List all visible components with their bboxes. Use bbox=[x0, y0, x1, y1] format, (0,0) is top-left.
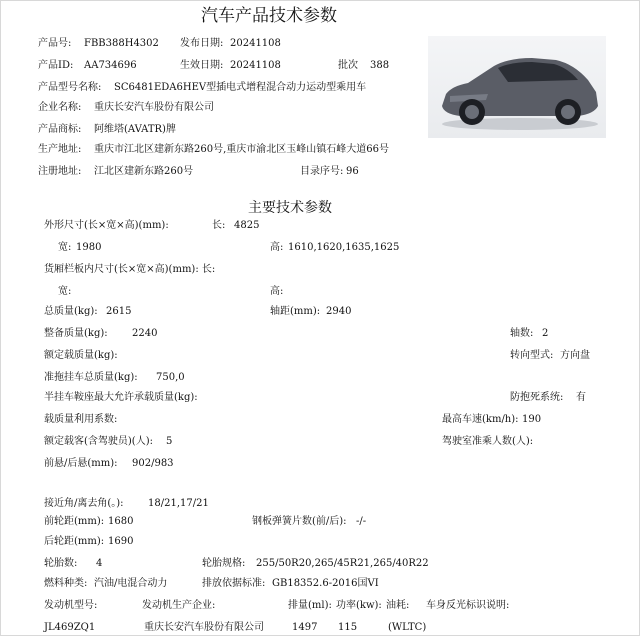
front-track-value: 1680 bbox=[108, 516, 134, 527]
leaf-spring-value: -/- bbox=[356, 516, 367, 527]
axles-label: 轴数: bbox=[510, 328, 534, 339]
width-label: 宽: bbox=[58, 242, 72, 253]
rated-load-label: 额定载质量(kg): bbox=[44, 350, 118, 361]
cargo-width-label: 宽: bbox=[58, 286, 72, 297]
production-address-label: 生产地址: bbox=[38, 144, 82, 155]
effective-date-value: 20241108 bbox=[230, 60, 281, 71]
catalog-no-value: 96 bbox=[346, 166, 359, 177]
dims-label: 外形尺寸(长×宽×高)(mm): bbox=[44, 220, 169, 231]
product-id-value: AA734696 bbox=[84, 60, 137, 71]
car-icon bbox=[428, 36, 606, 138]
registered-address-label: 注册地址: bbox=[38, 166, 82, 177]
approach-value: 18/21,17/21 bbox=[148, 498, 209, 509]
leaf-spring-label: 钢板弹簧片数(前/后): bbox=[252, 516, 347, 527]
product-no-value: FBB388H4302 bbox=[84, 38, 159, 49]
fuel-cycle-value: (WLTC) bbox=[388, 622, 427, 633]
length-value: 4825 bbox=[234, 220, 260, 231]
effective-date-label: 生效日期: bbox=[180, 60, 224, 71]
model-label: 产品型号名称: bbox=[38, 82, 102, 93]
release-date-value: 20241108 bbox=[230, 38, 281, 49]
front-track-label: 前轮距(mm): bbox=[44, 516, 105, 527]
product-no-label: 产品号: bbox=[38, 38, 72, 49]
engine-model-value: JL469ZQ1 bbox=[44, 622, 96, 633]
abs-label: 防抱死系统: bbox=[510, 392, 564, 403]
tire-count-label: 轮胎数: bbox=[44, 558, 78, 569]
brand-value: 阿维塔(AVATR)牌 bbox=[94, 124, 176, 135]
document-title: 汽车产品技术参数 bbox=[201, 6, 337, 26]
steering-value: 方向盘 bbox=[560, 350, 590, 361]
wheelbase-label: 轴距(mm): bbox=[270, 306, 321, 317]
trailer-mass-label: 准拖挂车总质量(kg): bbox=[44, 372, 138, 383]
fuel-consumption-label: 油耗: bbox=[386, 600, 410, 611]
cab-passengers-label: 驾驶室准乘人数(人): bbox=[442, 436, 534, 447]
seats-value: 5 bbox=[166, 436, 173, 447]
engine-maker-value: 重庆长安汽车股份有限公司 bbox=[144, 622, 264, 633]
production-address-value: 重庆市江北区建新东路260号,重庆市渝北区玉峰山镇石峰大道66号 bbox=[94, 144, 389, 155]
registered-address-value: 江北区建新东路260号 bbox=[94, 166, 194, 177]
engine-model-label: 发动机型号: bbox=[44, 600, 98, 611]
height-label: 高: bbox=[270, 242, 284, 253]
fuel-label: 燃料种类: bbox=[44, 578, 88, 589]
model-value: SC6481EDA6HEV型插电式增程混合动力运动型乘用车 bbox=[114, 82, 367, 93]
company-value: 重庆长安汽车股份有限公司 bbox=[94, 102, 214, 113]
overhang-label: 前悬/后悬(mm): bbox=[44, 458, 118, 469]
company-label: 企业名称: bbox=[38, 102, 82, 113]
engine-maker-label: 发动机生产企业: bbox=[142, 600, 216, 611]
tire-count-value: 4 bbox=[96, 558, 103, 569]
curb-mass-label: 整备质量(kg): bbox=[44, 328, 108, 339]
length-label: 长: bbox=[212, 220, 226, 231]
height-value: 1610,1620,1635,1625 bbox=[288, 242, 400, 253]
overhang-value: 902/983 bbox=[132, 458, 174, 469]
saddle-load-label: 半挂车鞍座最大允许承载质量(kg): bbox=[44, 392, 198, 403]
product-id-label: 产品ID: bbox=[38, 60, 74, 71]
load-utilization-label: 载质量利用系数: bbox=[44, 414, 118, 425]
seats-label: 额定载客(含驾驶员)(人): bbox=[44, 436, 153, 447]
approach-label: 接近角/离去角(。): bbox=[44, 498, 124, 509]
displacement-label: 排量(ml): bbox=[288, 600, 332, 611]
displacement-value: 1497 bbox=[292, 622, 318, 633]
release-date-label: 发布日期: bbox=[180, 38, 224, 49]
abs-value: 有 bbox=[576, 392, 586, 403]
rear-track-value: 1690 bbox=[108, 536, 134, 547]
cargo-dims-label: 货厢栏板内尺寸(长×宽×高)(mm): 长: bbox=[44, 264, 216, 275]
trailer-mass-value: 750,0 bbox=[156, 372, 185, 383]
car-photo bbox=[428, 36, 606, 138]
width-value: 1980 bbox=[76, 242, 102, 253]
tire-spec-value: 255/50R20,265/45R21,265/40R22 bbox=[256, 558, 429, 569]
axles-value: 2 bbox=[542, 328, 549, 339]
wheelbase-value: 2940 bbox=[326, 306, 352, 317]
reflector-label: 车身反光标识说明: bbox=[426, 600, 510, 611]
catalog-no-label: 目录序号: bbox=[300, 166, 344, 177]
steering-label: 转向型式: bbox=[510, 350, 554, 361]
gross-mass-value: 2615 bbox=[106, 306, 132, 317]
batch-value: 388 bbox=[370, 60, 390, 71]
brand-label: 产品商标: bbox=[38, 124, 82, 135]
max-speed-value: 190 bbox=[522, 414, 542, 425]
cargo-height-label: 高: bbox=[270, 286, 284, 297]
rear-track-label: 后轮距(mm): bbox=[44, 536, 105, 547]
curb-mass-value: 2240 bbox=[132, 328, 158, 339]
section-title: 主要技术参数 bbox=[248, 200, 332, 216]
power-label: 功率(kw): bbox=[336, 600, 382, 611]
emission-label: 排放依据标准: bbox=[202, 578, 266, 589]
power-value: 115 bbox=[338, 622, 358, 633]
gross-mass-label: 总质量(kg): bbox=[44, 306, 98, 317]
max-speed-label: 最高车速(km/h): bbox=[442, 414, 519, 425]
tire-spec-label: 轮胎规格: bbox=[202, 558, 246, 569]
batch-label: 批次 bbox=[338, 60, 358, 71]
fuel-value: 汽油/电混合动力 bbox=[94, 578, 168, 589]
emission-value: GB18352.6-2016国VI bbox=[272, 578, 379, 589]
